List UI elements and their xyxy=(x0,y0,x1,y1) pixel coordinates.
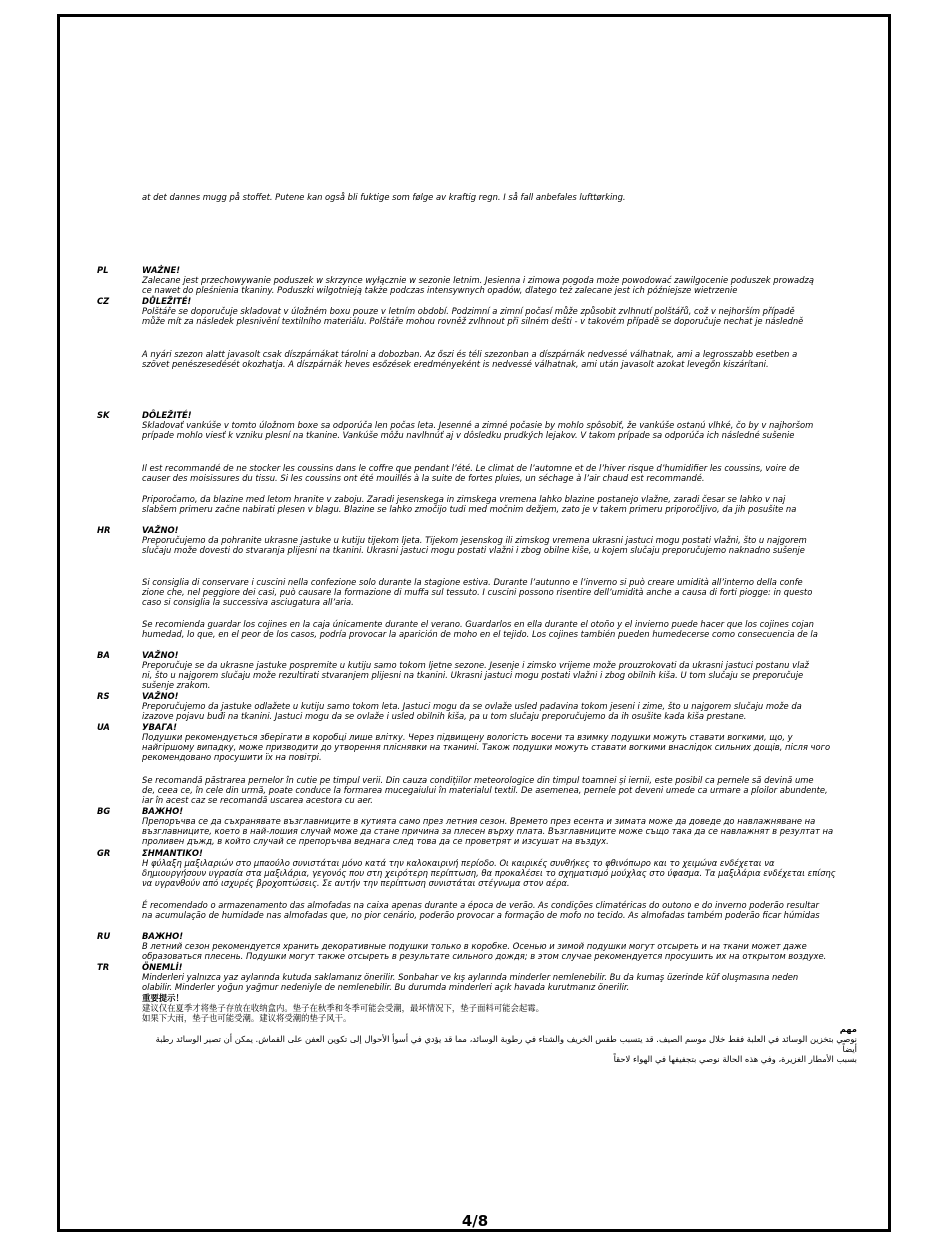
lang-code-bg: BG xyxy=(97,806,111,816)
section-cz xyxy=(142,296,857,326)
section-gr xyxy=(142,848,857,888)
text-es: Se recomienda guardar los cojines en la caja únicamente durante el verano. Guardarlos en ella durante el otoño y el invierno puede hacer que los cojines cojan humedad, lo que, en el peor de los casos, podría provocar la aparición de moho en el tejido. Los cojines también pueden humedecerse como consecuencia de la xyxy=(142,619,818,639)
text-hu: A nyári szezon alatt javasolt csak díszpárnákat tárolni a dobozban. Az őszi és téli szezonban a díszpárnák nedvessé válhatnak, ami a legrosszabb esetben a szövet penészesedését okozhatja. A díszpárnák heves esőzések eredményeként is nedvessé válhatnak, ami után javasolt azokat levegőn kiszárítani. xyxy=(142,349,798,369)
section-bg xyxy=(142,806,857,846)
text-ba: Preporučuje se da ukrasne jastuke pospremite u kutiju samo tokom ljetne sezone. Jesenje i zimsko vrijeme može prouzrokovati da ukrasni jastuci postanu vlaž ni, što u najgorem slučaju može rezultirati stvaranjem plijesni na tkanini. Ukrasni jastuci mogu postati vlažni i zbog obilnih kiša. U tom slučaju se preporučuje sušenje zrakom. xyxy=(142,660,809,690)
text-ua: Подушки рекомендується зберігати в коробці лише влітку. Через підвищену вологість восени та взимку подушки можуть ставати вогкими, що, у найгіршому випадку, може призводити до утворення пліснявки на тканині. Також подушки можуть ставати вогкими внаслідок сильних дощів, після чого рекомендовано просушити їх на повітрі. xyxy=(142,732,831,762)
lang-code-pl: PL xyxy=(97,265,109,275)
text-it: Si consiglia di conservare i cuscini nella confezione solo durante la stagione estiva. Durante l’autunno e l’inverno si può creare umidità all’interno della confe zione che, nel peggiore dei casi, può causare la formazione di muffa sul tessuto. I cuscini possono risentire dell’umidità anche a causa di forti piogge: in questo caso si consiglia la successiva asciugatura all’aria. xyxy=(142,577,813,607)
text-bg: Препоръчва се да съхранявате възглавниците в кутията само през летния сезон. Времето през есента и зимата може да доведе до навлажняване на възглавниците, което в най-лошия случай може да стане причина за плесен върху плата. Възглавниците може също така да се навлажнят в резултат на проливен дъжд, в който случай се препоръчва веднага след това да се проветрят и изсушат на въздух. xyxy=(142,816,834,846)
text-si: Priporočamo, da blazine med letom hranite v zaboju. Zaradi jesenskega in zimskega vremena lahko blazine postanejo vlažne, zaradi česar se lahko v naj slabšem primeru začne nabirati plesen v blagu. Blazine se lahko zmočijo tudi med močnim dežjem, zato je v takem primeru priporočljivo, da jih posušite na xyxy=(142,494,797,514)
heading-hr: VAŽNO! xyxy=(142,525,179,535)
page-number: 4/8 xyxy=(461,1212,489,1230)
heading-ar: مهم xyxy=(839,1024,857,1034)
lang-code-ua: UA xyxy=(97,722,110,732)
section-hr xyxy=(142,525,857,555)
section-ba xyxy=(142,650,857,690)
text-cz: Polštáře se doporučuje skladovat v úložném boxu pouze v letním období. Podzimní a zimní počasí může způsobit zvlhnutí polštářů, což v nejhorším případě může mít za následek plesnivění textilního materiálu. Polštáře mohou rovněž zvlhnout při silném dešti - v takovém případě se doporučuje nechat je následně xyxy=(142,306,804,326)
lang-code-tr: TR xyxy=(97,962,110,972)
text-gr: Η φύλαξη μαξιλαριών στο μπαούλο συνιστάται μόνο κατά την καλοκαιρινή περίοδο. Οι καιρικές συνθήκες το φθινόπωρο και το χειμώνα ενδέχεται να δημιουργήσουν υγρασία στα μαξιλάρια, γεγονός που στη χειρότερη περίπτωση, θα προκαλέσει το σχηματισμό μούχλας στο ύφασμα. Τα μαξιλάρια ενδέχεται επίσης να υγρανθούν από ισχυρές βροχοπτώσεις. Σε αυτήν την περίπτωση συνιστάται στέγνωμα στον αέρα. xyxy=(142,858,836,888)
text-ru: В летний сезон рекомендуется хранить декоративные подушки только в коробке. Осенью и зимой подушки могут отсыреть и на ткани может даже образоваться плесень. Подушки могут также отсыреть в результате сильного дождя; в этом случае рекомендуется просушить их на открытом воздухе. xyxy=(142,941,827,961)
lang-code-ba: BA xyxy=(97,650,110,660)
lang-code-ru: RU xyxy=(97,931,111,941)
text-ro: Se recomandă păstrarea pernelor în cutie pe timpul verii. Din cauza condițiilor meteorologice din timpul toamnei și iernii, este posibil ca pernele să devină ume de, ceea ce, în cele din urmă, poate conduce la formarea mucegaiului în materialul textil. De asemenea, pernele pot deveni umede ca urmare a ploilor abundente, iar în acest caz se recomandă uscarea acestora cu aer. xyxy=(142,775,828,805)
heading-ba: VAŽNO! xyxy=(142,650,179,660)
text-sk: Skladovať vankúše v tomto úložnom boxe sa odporúča len počas leta. Jesenné a zimné počasie by mohlo spôsobiť, že vankúše ostanú vlhké, čo by v najhoršom prípade mohlo viesť k vzniku plesní na tkanine. Vankúše môžu navlhnúť aj v dôsledku prudkých lejakov. V takom prípade sa odporúča ich následné sušenie xyxy=(142,420,814,440)
text-tr: Minderleri yalnızca yaz aylarında kutuda saklamanız önerilir. Sonbahar ve kış aylarında minderler nemlenebilir. Bu da kumaş üzerinde küf oluşmasına neden olabilir. Minderler yoğun yağmur nedeniyle de nemlenebilir. Bu durumda minderleri açık havada kurutmanız önerilir. xyxy=(142,972,799,992)
section-ar xyxy=(142,1024,857,1064)
text-hr: Preporučujemo da pohranite ukrasne jastuke u kutiju tijekom ljeta. Tijekom jesenskog ili zimskog vremena ukrasni jastuci mogu postati vlažni, što u najgorem slučaju može dovesti do stvaranja plijesni na tkanini. Ukrasni jastuci mogu postati vlažni i zbog obilne kiše, u kojem slučaju preporučujemo naknadno sušenje xyxy=(142,535,807,555)
heading-ua: УВАГА! xyxy=(142,722,177,732)
no-tail-text: at det dannes mugg på stoffet. Putene kan også bli fuktige som følge av kraftig regn. I så fall anbefales lufttørking. xyxy=(142,192,626,202)
heading-rs: VAŽNO! xyxy=(142,691,179,701)
section-ru xyxy=(142,931,857,961)
text-ar: نوصي بتخزين الوسائد في العلبة فقط خلال موسم الصيف. قد يتسبب طقس الخريف والشتاء في رطوبة الوسائد، مما قد يؤدي في أسوأ الأحوال إلى تكوين العفن على القماش. يمكن أن تصير الوسائد رطبة أيضاً بسبب الأمطار الغزيرة، وفي هذه الحالة نوصي بتجفيفها في الهواء لاحقاً xyxy=(155,1034,857,1064)
heading-cz: DŮLEŽITÉ! xyxy=(142,296,192,306)
section-rs xyxy=(142,691,857,721)
section-pl xyxy=(142,265,857,295)
text-cn: 建议仅在夏季才将垫子存放在收纳盒内。垫子在秋季和冬季可能会受潮，最坏情况下，垫子面料可能会起霉。 如果下大雨，垫子也可能受潮。建议将受潮的垫子风干。 xyxy=(142,1003,544,1023)
heading-tr: ÖNEMLİ! xyxy=(142,962,183,972)
heading-sk: DÔLEŽITÉ! xyxy=(142,410,192,420)
lang-code-hr: HR xyxy=(97,525,111,535)
text-rs: Preporučujemo da jastuke odlažete u kutiju samo tokom leta. Jastuci mogu da se ovlaže usled padavina tokom jeseni i zime, što u najgorem slučaju može da izazove pojavu buđi na tkanini. Jastuci mogu da se ovlaže i usled obilnih kiša, pa u tom slučaju preporučujemo da ih osušite kada kiša prestane. xyxy=(142,701,802,721)
section-tr xyxy=(142,962,857,992)
text-pt: É recomendado o armazenamento das almofadas na caixa apenas durante a época de verão. As condições climatéricas do outono e do inverno poderão resultar na acumulação de humidade nas almofadas que, no pior cenário, poderão provocar a formação de mofo no tecido. As almofadas também poderão ficar húmidas xyxy=(142,900,820,920)
heading-cn: 重要提示！ xyxy=(142,993,184,1003)
heading-pl: WAŻNE! xyxy=(142,265,181,275)
heading-gr: ΣΗΜΑΝΤΙΚΟ! xyxy=(142,848,203,858)
section-cn xyxy=(142,993,857,1023)
lang-code-sk: SK xyxy=(97,410,110,420)
text-pl: Zalecane jest przechowywanie poduszek w skrzynce wyłącznie w sezonie letnim. Jesienna i zimowa pogoda może powodować zawilgocenie poduszek prowadzą ce nawet do pleśnienia tkaniny. Poduszki wilgotnieją także podczas intensywnych opadów, dlatego też zalecane jest ich późniejsze wietrzenie xyxy=(142,275,814,295)
section-sk xyxy=(142,410,857,440)
section-ua xyxy=(142,722,857,762)
lang-code-gr: GR xyxy=(97,848,111,858)
heading-ru: ВАЖНО! xyxy=(142,931,184,941)
lang-code-rs: RS xyxy=(97,691,110,701)
text-fr: Il est recommandé de ne stocker les coussins dans le coffre que pendant l’été. Le climat de l’automne et de l’hiver risque d’humidifier les coussins, voire de causer des moisissures du tissu. Si les coussins ont été mouillés à la suite de fortes pluies, un séchage à l’air chaud est recommandé. xyxy=(142,463,800,483)
heading-bg: ВАЖНО! xyxy=(142,806,184,816)
lang-code-cz: CZ xyxy=(97,296,110,306)
